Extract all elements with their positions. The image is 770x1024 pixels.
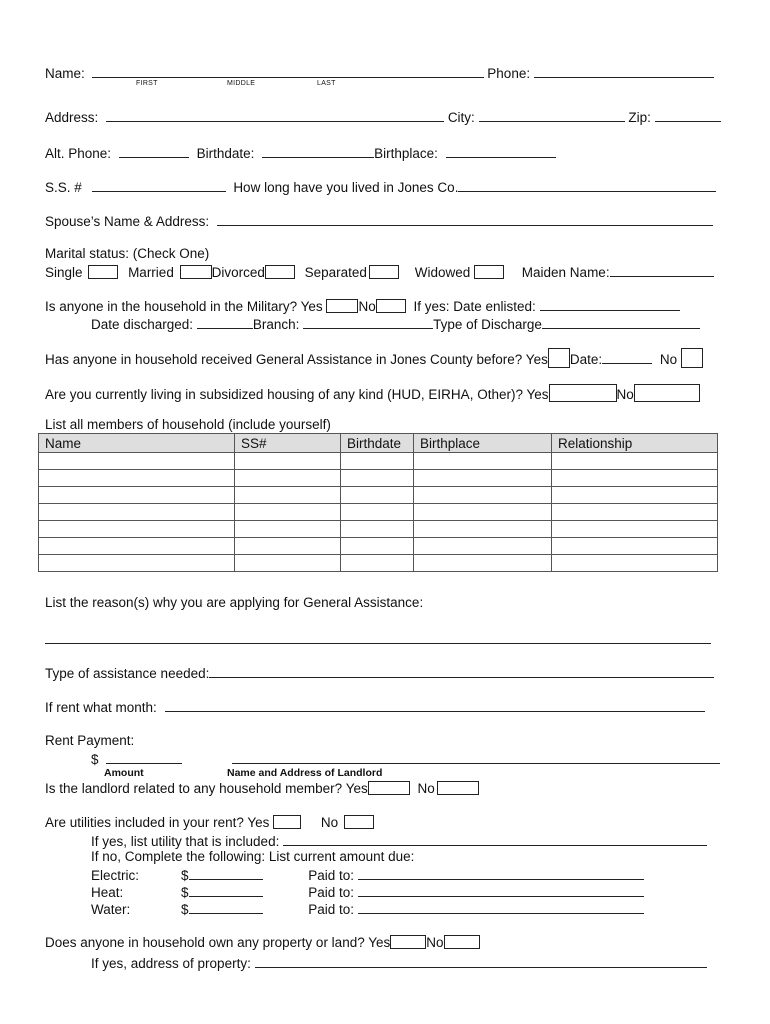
- table-row: [39, 504, 718, 521]
- landlord-field[interactable]: [232, 750, 720, 764]
- members-header-row: [39, 434, 718, 453]
- table-row: [39, 470, 718, 487]
- table-row: [39, 521, 718, 538]
- ga-date-label: Date:: [569, 352, 603, 367]
- date-discharged-field[interactable]: [197, 315, 253, 329]
- maiden-name-label: Maiden Name:: [521, 265, 610, 280]
- table-cell[interactable]: [414, 555, 552, 572]
- date-enlisted-label: If yes: Date enlisted:: [413, 299, 536, 314]
- housing-row: [45, 384, 700, 402]
- table-cell[interactable]: [235, 504, 341, 521]
- members-table: [38, 433, 718, 572]
- table-cell[interactable]: [414, 487, 552, 504]
- table-cell[interactable]: [552, 555, 718, 572]
- rent-payment-row: [91, 750, 720, 767]
- type-label: Type of assistance needed:: [45, 666, 210, 681]
- landlord-yes-checkbox[interactable]: [368, 781, 410, 795]
- utilities-no-checkbox[interactable]: [344, 815, 374, 829]
- rent-month-field[interactable]: [165, 698, 705, 712]
- table-cell[interactable]: [414, 453, 552, 470]
- birthdate-field[interactable]: [262, 144, 374, 158]
- table-cell[interactable]: [39, 538, 235, 555]
- col-birthdate: Birthdate: [341, 434, 414, 453]
- water-paid-to-label: Paid to:: [308, 902, 355, 917]
- table-row: [39, 555, 718, 572]
- last-sublabel: LAST: [317, 80, 336, 87]
- property-address-field[interactable]: [255, 954, 707, 968]
- table-cell[interactable]: [552, 470, 718, 487]
- branch-label: Branch:: [252, 317, 300, 332]
- divorced-checkbox[interactable]: [265, 265, 295, 279]
- address-label: Address:: [45, 110, 99, 125]
- water-row: [91, 900, 644, 917]
- table-cell[interactable]: [235, 521, 341, 538]
- ga-date-field[interactable]: [602, 350, 652, 364]
- property-no-label: No: [426, 935, 444, 950]
- table-cell[interactable]: [341, 504, 414, 521]
- rent-month-label: If rent what month:: [45, 700, 157, 715]
- heat-label: Heat:: [91, 885, 124, 900]
- reason-line-row: [45, 630, 711, 647]
- water-dollar: $: [181, 902, 189, 917]
- zip-label: Zip:: [628, 110, 651, 125]
- married-checkbox[interactable]: [180, 265, 212, 279]
- water-paid-to-field[interactable]: [358, 900, 644, 914]
- table-cell[interactable]: [341, 521, 414, 538]
- birthplace-label: Birthplace:: [374, 146, 438, 161]
- utility-list-label: If yes, list utility that is included:: [91, 834, 280, 849]
- heat-amount-field[interactable]: [189, 883, 263, 897]
- birthplace-field[interactable]: [446, 144, 556, 158]
- property-address-row: [91, 954, 707, 971]
- spouse-field[interactable]: [217, 212, 713, 226]
- widowed-checkbox[interactable]: [474, 265, 504, 279]
- rent-dollar: $: [91, 752, 99, 767]
- table-cell[interactable]: [39, 487, 235, 504]
- table-cell[interactable]: [552, 538, 718, 555]
- table-cell[interactable]: [39, 470, 235, 487]
- landlord-related-row: [45, 781, 479, 796]
- members-title: List all members of household (include yourself): [45, 417, 331, 432]
- ga-yes-checkbox[interactable]: [548, 348, 570, 368]
- address-row: [45, 108, 721, 125]
- table-cell[interactable]: [341, 470, 414, 487]
- heat-dollar: $: [181, 885, 189, 900]
- landlord-no-label: No: [417, 781, 435, 796]
- table-cell[interactable]: [235, 453, 341, 470]
- housing-yes-checkbox[interactable]: [549, 384, 617, 402]
- how-long-field[interactable]: [458, 178, 716, 192]
- rent-amount-field[interactable]: [106, 750, 182, 764]
- discharge-type-field[interactable]: [542, 315, 700, 329]
- table-row: [39, 538, 718, 555]
- alt-phone-field[interactable]: [119, 144, 189, 158]
- table-cell[interactable]: [39, 504, 235, 521]
- discharge-row: [91, 315, 700, 332]
- housing-no-label: No: [616, 387, 634, 402]
- electric-row: [91, 866, 644, 883]
- housing-no-checkbox[interactable]: [634, 384, 700, 402]
- city-field[interactable]: [479, 108, 625, 122]
- table-cell[interactable]: [235, 538, 341, 555]
- heat-row: [91, 883, 644, 900]
- water-label: Water:: [91, 902, 131, 917]
- single-label: Single: [45, 265, 83, 280]
- separated-label: Separated: [304, 265, 367, 280]
- military-question: Is anyone in the household in the Military? Yes: [45, 299, 323, 314]
- separated-checkbox[interactable]: [369, 265, 399, 279]
- table-cell[interactable]: [552, 453, 718, 470]
- address-field[interactable]: [106, 108, 444, 122]
- property-question: Does anyone in household own any property or land? Yes: [45, 935, 391, 950]
- rent-month-row: [45, 698, 705, 715]
- electric-dollar: $: [181, 868, 189, 883]
- ga-no-label: No: [659, 352, 678, 367]
- phone-field[interactable]: [534, 64, 714, 78]
- table-row: [39, 453, 718, 470]
- name-row: [45, 64, 714, 81]
- spouse-row: [45, 212, 713, 229]
- married-label: Married: [128, 265, 174, 280]
- ss-field[interactable]: [92, 178, 226, 192]
- military-yes-checkbox[interactable]: [326, 299, 358, 313]
- city-label: City:: [447, 110, 475, 125]
- widowed-label: Widowed: [414, 265, 471, 280]
- property-row: [45, 935, 480, 950]
- property-no-checkbox[interactable]: [444, 935, 480, 949]
- table-cell[interactable]: [552, 487, 718, 504]
- military-no-checkbox[interactable]: [376, 299, 406, 313]
- ga-question: Has anyone in household received General Assistance in Jones County before? Yes: [45, 352, 548, 367]
- col-birthplace: Birthplace: [414, 434, 552, 453]
- water-amount-field[interactable]: [189, 900, 263, 914]
- amount-sublabel: Amount: [104, 767, 144, 779]
- table-cell[interactable]: [414, 521, 552, 538]
- rent-payment-label: Rent Payment:: [45, 733, 135, 748]
- table-cell[interactable]: [552, 504, 718, 521]
- ss-label: S.S. #: [45, 180, 82, 195]
- col-ss: SS#: [235, 434, 341, 453]
- table-cell[interactable]: [39, 521, 235, 538]
- marital-row: [45, 263, 714, 280]
- table-cell[interactable]: [235, 555, 341, 572]
- table-cell[interactable]: [341, 538, 414, 555]
- date-enlisted-field[interactable]: [540, 297, 680, 311]
- utility-list-row: [91, 832, 707, 849]
- single-checkbox[interactable]: [88, 265, 118, 279]
- col-relationship: Relationship: [552, 434, 718, 453]
- electric-paid-to-field[interactable]: [358, 866, 644, 880]
- landlord-related-question: Is the landlord related to any household member? Yes: [45, 781, 368, 796]
- complete-label: If no, Complete the following: List current amount due:: [91, 849, 415, 864]
- heat-paid-to-label: Paid to:: [308, 885, 355, 900]
- birthdate-label: Birthdate:: [196, 146, 255, 161]
- alt-phone-row: [45, 144, 556, 161]
- table-cell[interactable]: [414, 538, 552, 555]
- marital-label: Marital status: (Check One): [45, 246, 210, 261]
- property-yes-checkbox[interactable]: [390, 935, 426, 949]
- table-cell[interactable]: [341, 453, 414, 470]
- table-cell[interactable]: [39, 555, 235, 572]
- type-field[interactable]: [209, 664, 714, 678]
- col-name: Name: [39, 434, 235, 453]
- table-row: [39, 487, 718, 504]
- utilities-no-label: No: [320, 815, 339, 830]
- table-cell[interactable]: [414, 504, 552, 521]
- spouse-label: Spouse’s Name & Address:: [45, 214, 210, 229]
- landlord-sublabel: Name and Address of Landlord: [227, 767, 383, 779]
- reason-field[interactable]: [45, 630, 711, 644]
- landlord-no-checkbox[interactable]: [437, 781, 479, 795]
- date-discharged-label: Date discharged:: [91, 317, 194, 332]
- type-row: [45, 664, 714, 681]
- table-cell[interactable]: [235, 470, 341, 487]
- table-cell[interactable]: [39, 453, 235, 470]
- name-label: Name:: [45, 66, 85, 81]
- table-cell[interactable]: [235, 487, 341, 504]
- property-address-label: If yes, address of property:: [91, 956, 251, 971]
- table-cell[interactable]: [341, 555, 414, 572]
- ss-row: [45, 178, 716, 195]
- table-cell[interactable]: [552, 521, 718, 538]
- name-field[interactable]: [92, 64, 484, 78]
- utilities-row: [45, 815, 374, 830]
- alt-phone-label: Alt. Phone:: [45, 146, 112, 161]
- maiden-name-field[interactable]: [610, 263, 714, 277]
- housing-question: Are you currently living in subsidized housing of any kind (HUD, EIRHA, Other)? Yes: [45, 387, 549, 402]
- reason-label: List the reason(s) why you are applying for General Assistance:: [45, 595, 424, 610]
- first-sublabel: FIRST: [136, 80, 158, 87]
- branch-field[interactable]: [303, 315, 433, 329]
- electric-label: Electric:: [91, 868, 140, 883]
- utilities-question: Are utilities included in your rent? Yes: [45, 815, 270, 830]
- ga-no-checkbox[interactable]: [681, 348, 703, 368]
- utilities-yes-checkbox[interactable]: [273, 815, 301, 829]
- ga-row: [45, 348, 703, 368]
- table-cell[interactable]: [414, 470, 552, 487]
- middle-sublabel: MIDDLE: [227, 80, 256, 87]
- electric-amount-field[interactable]: [189, 866, 263, 880]
- zip-field[interactable]: [655, 108, 721, 122]
- phone-label: Phone:: [487, 66, 531, 81]
- heat-paid-to-field[interactable]: [358, 883, 644, 897]
- how-long-label: How long have you lived in Jones Co.: [233, 180, 459, 195]
- utility-list-field[interactable]: [283, 832, 707, 846]
- electric-paid-to-label: Paid to:: [308, 868, 355, 883]
- divorced-label: Divorced: [211, 265, 265, 280]
- military-no-label: No: [358, 299, 376, 314]
- discharge-type-label: Type of Discharge: [433, 317, 542, 332]
- table-cell[interactable]: [341, 487, 414, 504]
- military-row: [45, 297, 680, 314]
